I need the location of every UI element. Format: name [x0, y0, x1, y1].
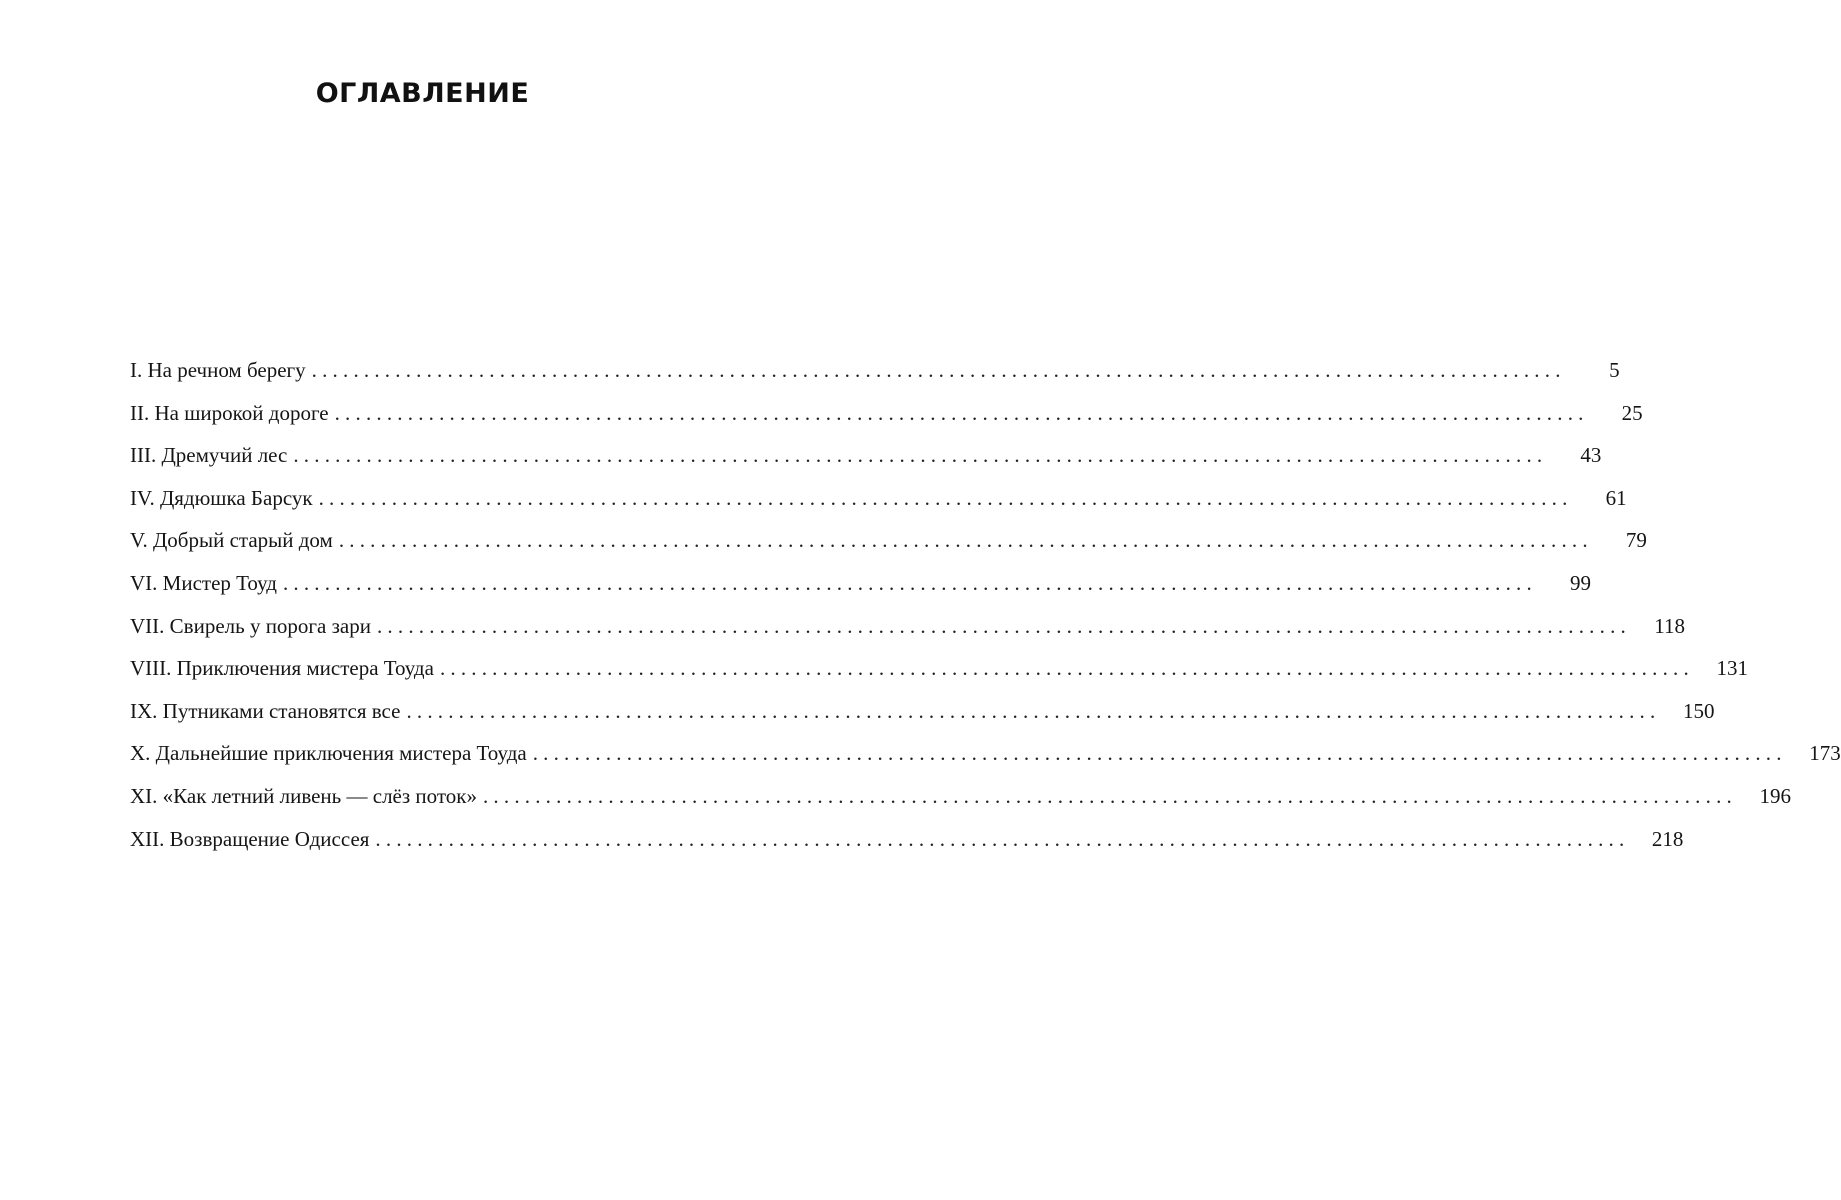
- toc-entry-title: X. Дальнейшие приключения мистера Тоуда: [130, 741, 527, 766]
- toc-entry: [130, 735, 1841, 778]
- toc-entry-title: XII. Возвращение Одиссея: [130, 826, 370, 851]
- toc-entry-title: IV. Дядюшка Барсук: [130, 485, 313, 510]
- toc-entry: [130, 480, 1627, 523]
- toc-entry-title: VIII. Приключения мистера Тоуда: [130, 656, 434, 681]
- toc-dot-leader: ........................................................................................................................: [439, 656, 1694, 681]
- toc-dot-leader: ........................................................................................................................: [482, 783, 1737, 808]
- toc-entry: [130, 693, 1715, 736]
- toc-entry-page-number: 5: [1609, 358, 1620, 382]
- toc-entry-page-number: 79: [1625, 528, 1647, 553]
- toc-entry-page-number: 25: [1621, 400, 1643, 425]
- page-title: ОГЛАВЛЕНИЕ: [315, 78, 530, 109]
- toc-entry-title: IX. Путниками становятся все: [130, 698, 401, 723]
- toc-entry-page-number: 173: [1809, 741, 1841, 766]
- toc-dot-leader: ........................................................................................................................: [334, 400, 1589, 425]
- toc-entry: [130, 522, 1647, 565]
- toc-entry-page-number: 99: [1569, 570, 1591, 595]
- toc-entry-page-number: 118: [1654, 613, 1685, 638]
- toc-dot-leader: ........................................................................................................................: [318, 485, 1573, 510]
- toc-dot-leader: ........................................................................................................................: [532, 741, 1787, 766]
- table-of-contents: [130, 352, 1841, 863]
- toc-entry: [130, 565, 1591, 608]
- toc-dot-leader: ........................................................................................................................: [338, 528, 1593, 553]
- toc-entry: [130, 821, 1684, 864]
- toc-dot-leader: ........................................................................................................................: [376, 613, 1631, 638]
- toc-dot-leader: ........................................................................................................................: [375, 826, 1630, 851]
- toc-entry-page-number: 196: [1759, 783, 1791, 808]
- toc-dot-leader: ........................................................................................................................: [293, 443, 1548, 468]
- toc-entry-page-number: 218: [1651, 826, 1684, 851]
- toc-entry-page-number: 150: [1682, 698, 1715, 723]
- toc-entry-page-number: 61: [1605, 485, 1627, 510]
- toc-entry-title: II. На широкой дороге: [130, 400, 329, 425]
- toc-entry: [130, 437, 1602, 480]
- toc-entry-page-number: 131: [1716, 656, 1748, 681]
- toc-entry-title: I. На речном берегу: [130, 358, 306, 382]
- toc-entry-title: VII. Свирель у порога зари: [130, 613, 371, 638]
- toc-entry: [130, 352, 1620, 395]
- toc-entry-title: VI. Мистер Тоуд: [130, 570, 277, 595]
- toc-dot-leader: ........................................................................................................................: [406, 698, 1661, 723]
- toc-entry: [130, 778, 1791, 821]
- toc-entry-title: XI. «Как летний ливень — слёз поток»: [130, 783, 477, 808]
- toc-entry-page-number: 43: [1580, 443, 1602, 468]
- toc-entry-title: V. Добрый старый дом: [130, 528, 333, 553]
- toc-entry-title: III. Дремучий лес: [130, 443, 288, 468]
- toc-entry: [130, 650, 1748, 693]
- toc-entry: [130, 395, 1643, 438]
- toc-dot-leader: ........................................................................................................................: [311, 358, 1566, 382]
- toc-entry: [130, 608, 1685, 651]
- toc-dot-leader: ........................................................................................................................: [282, 570, 1537, 595]
